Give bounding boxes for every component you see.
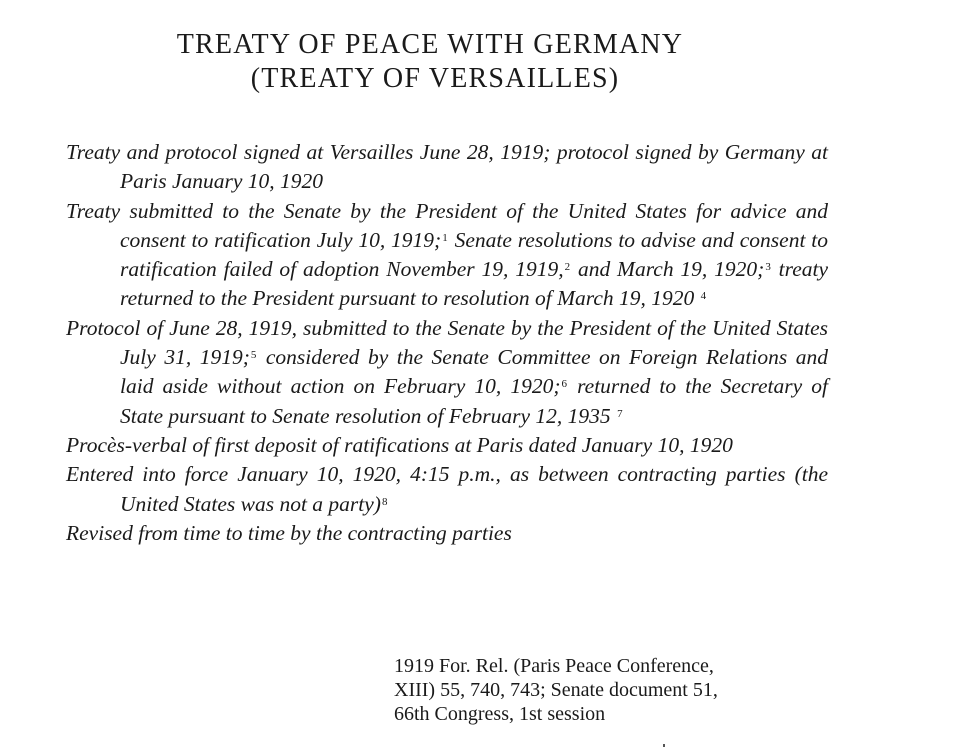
entry-entry-into-force (66, 460, 828, 519)
entry-senate-submission (66, 197, 828, 314)
entry-revision (66, 519, 828, 548)
entry-text: Senate resolutions to advise and consent to ratification failed of adoption November 19, 1919, (120, 227, 828, 282)
entry-proces-verbal (66, 431, 828, 460)
footnote-marker: 1 (442, 231, 448, 244)
entry-text: treaty returned to the President pursuant to resolution of March 19, 1920 (120, 257, 829, 311)
entry-text: considered by the Senate Committee on Foreign Relations and laid aside without action on February 10, 1920; (120, 345, 828, 399)
entry-text: Entered into force January 10, 1920, 4:15 p.m., as between contracting parties (the United States was not a party) (66, 462, 828, 516)
footnote-marker: 5 (250, 349, 257, 362)
entry-text: Revised from time to time by the contracting parties (66, 520, 512, 545)
reference-line-3: 66th Congress, 1st session (394, 703, 606, 725)
footnote-marker: 4 (700, 290, 707, 303)
entry-text: Treaty and protocol signed at Versailles June 28, 1919; protocol signed by Germany at Paris January 10, 1920 (66, 140, 828, 194)
footnote-marker: 8 (381, 495, 388, 508)
entry-text: and March 19, 1920; (577, 257, 765, 282)
entry-text: Procès-verbal of first deposit of ratifications at Paris dated January 10, 1920 (66, 432, 733, 457)
reference-line-1: 1919 For. Rel. (Paris Peace Conference, (394, 655, 714, 677)
entry-signing (66, 138, 828, 197)
footnote-marker: 2 (564, 261, 571, 274)
footnote-marker: 6 (561, 378, 567, 391)
reference-line-2: XIII) 55, 740, 743; Senate document 51, (394, 679, 718, 701)
entry-text: Treaty submitted to the Senate by the President of the United States for advice and consent to ratification July 10, 1919; (66, 198, 828, 252)
title-line-2: (TREATY OF VERSAILLES) (250, 63, 620, 94)
document-title (0, 28, 960, 96)
entry-protocol-submission (66, 314, 828, 431)
treaty-history-list (66, 138, 828, 548)
source-reference (394, 654, 834, 726)
title-line-1: TREATY OF PEACE WITH GERMANY (176, 29, 684, 60)
entry-text: returned to the Secretary of State pursuant to Senate resolution of February 12, 1935 (120, 374, 828, 428)
footnote-marker: 7 (617, 407, 623, 420)
scan-speck (663, 744, 665, 747)
footnote-marker: 3 (765, 261, 771, 274)
entry-text: Protocol of June 28, 1919, submitted to the Senate by the President of the United States July 31, 1919; (66, 315, 828, 370)
